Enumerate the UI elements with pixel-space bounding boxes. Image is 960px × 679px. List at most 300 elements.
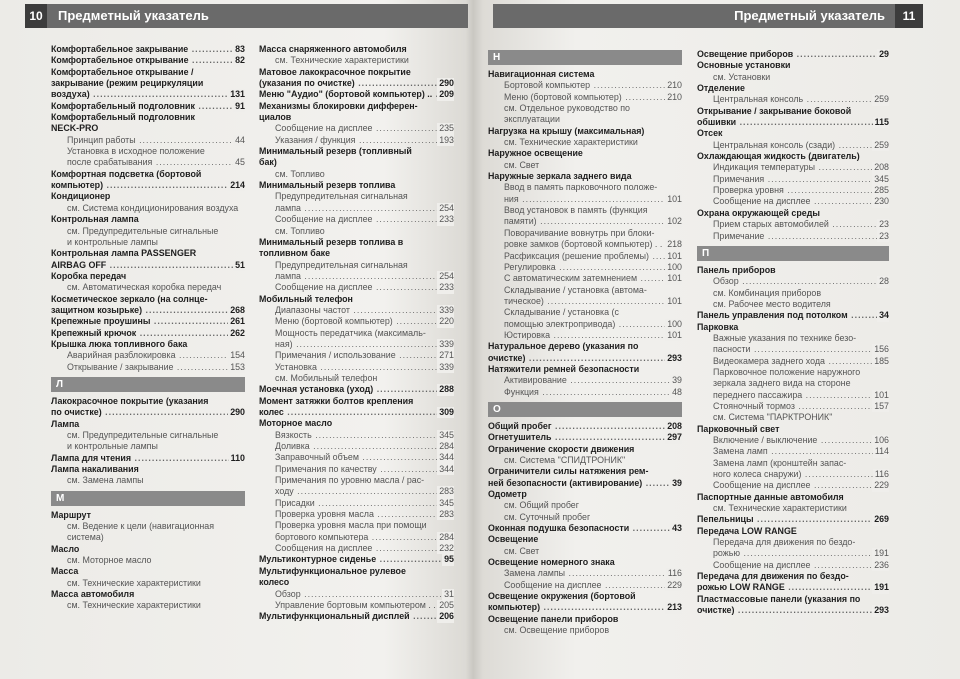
- index-entry: [51, 271, 245, 282]
- index-entry: [697, 196, 889, 207]
- entry-page-number: 210: [667, 91, 682, 102]
- left-page-title: Предметный указатель: [58, 8, 209, 23]
- entry-text: см. Свет: [504, 545, 540, 556]
- entry-text: Сообщение на дисплее .....: [504, 580, 682, 590]
- entry-page-number: 102: [667, 216, 682, 227]
- entry-text: Меню "Аудио" (бортовой компьютер) .. .....: [259, 89, 454, 99]
- index-entry: [488, 251, 682, 262]
- entry-page-number: 116: [874, 469, 889, 480]
- entry-text: С автоматическим затемнением .....: [504, 273, 682, 283]
- index-column-3: [488, 46, 682, 637]
- index-entry: [51, 521, 245, 532]
- index-entry: [259, 441, 454, 452]
- right-page-header: [493, 4, 923, 28]
- index-entry: [259, 384, 454, 395]
- entry-text: см. Топливо: [275, 168, 325, 179]
- index-entry: [697, 219, 889, 230]
- index-entry: [51, 362, 245, 373]
- index-entry: [259, 486, 454, 497]
- index-entry: [488, 523, 682, 534]
- entry-text: Минимальный резерв топлива: [259, 180, 396, 191]
- index-entry: [51, 316, 245, 327]
- entry-page-number: 283: [439, 509, 454, 520]
- entry-text: памяти) .....: [504, 216, 682, 226]
- entry-text: Лампа: [51, 418, 80, 429]
- entry-page-number: 91: [235, 100, 245, 111]
- index-entry: [697, 469, 889, 480]
- index-entry: [259, 396, 454, 407]
- entry-text: Комфортабельный подголовник .....: [51, 101, 245, 111]
- entry-text: Передача для движения по бездо-: [697, 571, 849, 582]
- index-entry: [488, 557, 682, 568]
- index-entry: [259, 101, 454, 112]
- entry-text: Масса: [51, 566, 79, 577]
- index-entry: [488, 602, 682, 613]
- entry-text: Моечная установка (уход) .....: [259, 384, 454, 394]
- entry-page-number: 29: [879, 49, 889, 59]
- index-entry: [697, 333, 889, 344]
- entry-page-number: 39: [672, 477, 682, 488]
- index-entry: [697, 94, 889, 105]
- entry-text: компьютер) .....: [51, 180, 245, 190]
- entry-text: см. Замена лампы: [67, 475, 144, 486]
- entry-text: Масса автомобиля: [51, 589, 135, 600]
- entry-page-number: 285: [874, 185, 889, 196]
- entry-page-number: 271: [439, 350, 454, 361]
- entry-page-number: 101: [874, 389, 889, 400]
- entry-page-number: 236: [874, 559, 889, 570]
- index-entry: [259, 146, 454, 157]
- index-entry: [51, 203, 245, 214]
- entry-page-number: 45: [235, 157, 245, 168]
- entry-page-number: 290: [230, 407, 245, 418]
- entry-text: см. Общий пробег: [504, 500, 579, 511]
- entry-text: рожью .....: [713, 548, 889, 558]
- entry-text: Диапазоны частот .....: [275, 305, 454, 315]
- entry-text: Основные установки: [697, 60, 791, 71]
- entry-text: Сообщение на дисплее .....: [275, 214, 454, 224]
- index-entry: [51, 169, 245, 180]
- index-entry: [488, 216, 682, 227]
- entry-text: Сообщение на дисплее .....: [275, 123, 454, 133]
- entry-text: Передача для движения по бездо-: [713, 537, 856, 548]
- entry-page-number: 206: [439, 611, 454, 622]
- index-entry: [51, 453, 245, 464]
- entry-text: Общий пробег .....: [488, 421, 682, 431]
- entry-text: Открывание / закрывание боковой: [697, 105, 852, 116]
- index-entry: [488, 228, 682, 239]
- entry-page-number: 191: [874, 548, 889, 559]
- left-page-number: 10: [25, 4, 47, 28]
- index-entry: [259, 316, 454, 327]
- entry-text: Масло: [51, 543, 80, 554]
- entry-text: после срабатывания .....: [67, 157, 245, 167]
- index-entry: [488, 262, 682, 273]
- entry-text: Наружные зеркала заднего вида: [488, 171, 632, 182]
- index-entry: [259, 464, 454, 475]
- index-entry: [488, 330, 682, 341]
- index-entry: [488, 80, 682, 91]
- entry-text: Примечания / использование .....: [275, 350, 454, 360]
- index-entry: [488, 239, 682, 250]
- index-entry: [259, 89, 454, 100]
- entry-text: Наружное освещение: [488, 148, 583, 159]
- entry-text: см. Суточный пробег: [504, 511, 591, 522]
- entry-text: Маршрут: [51, 509, 91, 520]
- index-entry: [259, 589, 454, 600]
- index-entry: [697, 140, 889, 151]
- entry-text: Комфортабельное открывание .....: [51, 55, 245, 65]
- index-entry: [51, 328, 245, 339]
- entry-page-number: 23: [879, 230, 889, 241]
- entry-text: см. Технические характеристики: [504, 137, 638, 148]
- index-entry: [488, 319, 682, 330]
- entry-text: Минимальный резерв топлива в: [259, 236, 404, 247]
- entry-text: Сообщения на дисплее .....: [275, 543, 454, 553]
- index-entry: [259, 611, 454, 622]
- entry-text: Юстировка .....: [504, 330, 682, 340]
- index-entry: [259, 44, 454, 55]
- entry-text: Управление бортовым компьютером . . .....: [275, 600, 454, 610]
- index-entry: [488, 353, 682, 364]
- entry-text: по очистке) .....: [51, 407, 245, 417]
- entry-text: Навигационная система: [488, 69, 595, 79]
- entry-page-number: 233: [439, 282, 454, 293]
- index-entry: [51, 226, 245, 237]
- entry-page-number: 82: [235, 55, 245, 66]
- entry-page-number: 208: [667, 420, 682, 431]
- entry-text: Кондиционер: [51, 191, 111, 202]
- index-entry: [259, 362, 454, 373]
- entry-page-number: 95: [444, 554, 454, 565]
- entry-page-number: 339: [439, 338, 454, 349]
- index-entry: [259, 532, 454, 543]
- index-entry: [488, 546, 682, 557]
- entry-page-number: 262: [230, 327, 245, 338]
- entry-text: см. Освещение приборов: [504, 625, 610, 636]
- entry-text: см. Технические характеристики: [713, 503, 847, 514]
- index-entry: [51, 532, 245, 543]
- index-entry: [51, 146, 245, 157]
- index-entry: [488, 466, 682, 477]
- index-entry: [259, 577, 454, 588]
- entry-page-number: 297: [667, 432, 682, 443]
- index-entry: [259, 430, 454, 441]
- index-entry: [51, 55, 245, 66]
- index-entry: [697, 106, 889, 117]
- entry-page-number: 232: [439, 543, 454, 554]
- index-entry: [259, 520, 454, 531]
- entry-text: воздуха) .....: [51, 89, 245, 99]
- entry-text: Охрана окружающей среды: [697, 207, 820, 218]
- entry-text: Панель приборов: [697, 264, 776, 275]
- entry-text: Парковка: [697, 321, 739, 332]
- entry-page-number: 153: [230, 361, 245, 372]
- entry-text: Расфиксация (решение проблемы) .....: [504, 251, 682, 261]
- entry-text: Момент затяжки болтов крепления: [259, 395, 414, 406]
- index-entry: [488, 92, 682, 103]
- entry-text: Матовое лакокрасочное покрытие: [259, 66, 411, 77]
- entry-page-number: 48: [672, 386, 682, 397]
- index-entry: [488, 160, 682, 171]
- index-entry: [259, 78, 454, 89]
- entry-page-number: 101: [667, 295, 682, 306]
- index-column-2: [259, 44, 454, 623]
- entry-text: Мультифункциональное рулевое: [259, 565, 406, 576]
- index-entry: [697, 571, 889, 582]
- entry-text: Сообщение на дисплее .....: [713, 560, 889, 570]
- entry-text: Ввод установок в память (функция: [504, 205, 648, 216]
- entry-text: Лампа для чтения .....: [51, 453, 245, 463]
- entry-text: Ограничение скорости движения: [488, 443, 635, 454]
- index-entry: [51, 214, 245, 225]
- index-entry: [259, 260, 454, 271]
- entry-text: Заправочный объем .....: [275, 452, 454, 462]
- entry-text: Вязкость .....: [275, 430, 454, 440]
- entry-text: Отсек: [697, 128, 723, 139]
- index-entry: [259, 203, 454, 214]
- entry-text: очистке) .....: [697, 605, 889, 615]
- entry-text: Предупредительная сигнальная: [275, 191, 408, 202]
- entry-page-number: 284: [439, 441, 454, 452]
- entry-text: Пластмассовые панели (указания по: [697, 593, 861, 604]
- entry-page-number: 284: [439, 531, 454, 542]
- entry-text: Оконная подушка безопасности .....: [488, 523, 682, 533]
- index-entry: [697, 288, 889, 299]
- index-entry: [259, 180, 454, 191]
- index-entry: [259, 554, 454, 565]
- index-entry: [697, 514, 889, 525]
- index-entry: [697, 128, 889, 139]
- entry-text: NECK-PRO: [51, 123, 99, 134]
- entry-page-number: 339: [439, 361, 454, 372]
- entry-page-number: 254: [439, 270, 454, 281]
- entry-page-number: 229: [667, 579, 682, 590]
- index-entry: [697, 367, 889, 378]
- right-page-title: Предметный указатель: [734, 8, 885, 23]
- index-entry: [51, 578, 245, 589]
- entry-page-number: 230: [874, 196, 889, 207]
- index-entry: [697, 446, 889, 457]
- entry-text: см. Технические характеристики: [67, 577, 201, 588]
- entry-text: Меню (бортовой компьютер) .....: [275, 316, 454, 326]
- entry-text: Функция .....: [504, 387, 682, 397]
- index-entry: [51, 441, 245, 452]
- entry-text: Включение / выключение .....: [713, 435, 889, 445]
- entry-text: Освещение окружения (бортовой: [488, 591, 636, 602]
- entry-text: Складывание / установка (автома-: [504, 284, 647, 295]
- index-entry: [697, 83, 889, 94]
- entry-text: Сообщение на дисплее .....: [275, 282, 454, 292]
- index-entry: [697, 151, 889, 162]
- index-entry: [259, 157, 454, 168]
- entry-page-number: 344: [439, 452, 454, 463]
- entry-page-number: 131: [230, 89, 245, 100]
- index-entry: [51, 396, 245, 407]
- entry-page-number: 261: [230, 316, 245, 327]
- index-entry: [51, 260, 245, 271]
- index-entry: [488, 137, 682, 148]
- entry-text: Примечания по уровню масла / рас-: [275, 475, 425, 486]
- entry-text: Важные указания по технике безо-: [713, 332, 857, 343]
- index-entry: [697, 560, 889, 571]
- index-entry: [697, 412, 889, 423]
- entry-page-number: 154: [230, 350, 245, 361]
- index-entry: [697, 594, 889, 605]
- index-entry: [697, 424, 889, 435]
- section-letter-header: Л: [51, 377, 245, 392]
- index-entry: [697, 503, 889, 514]
- entry-text: помощью электропривода) .....: [504, 319, 682, 329]
- index-entry: [51, 67, 245, 78]
- index-entry: [488, 285, 682, 296]
- index-entry: [259, 214, 454, 225]
- entry-text: Охлаждающая жидкость (двигатель): [697, 151, 860, 162]
- entry-text: Нагрузка на крышу (максимальная): [488, 125, 645, 136]
- entry-page-number: 339: [439, 304, 454, 315]
- entry-page-number: 233: [439, 214, 454, 225]
- entry-text: Индикация температуры .....: [713, 162, 889, 172]
- index-entry: [488, 103, 682, 114]
- entry-text: Коробка передач: [51, 270, 127, 281]
- entry-text: Сообщение на дисплее .....: [713, 480, 889, 490]
- index-entry: [259, 191, 454, 202]
- entry-text: колес .....: [259, 407, 454, 417]
- entry-text: и контрольные лампы: [67, 236, 158, 247]
- index-entry: [259, 282, 454, 293]
- index-entry: [488, 296, 682, 307]
- left-page-header: [25, 4, 468, 28]
- entry-text: пасности .....: [713, 344, 889, 354]
- entry-text: см. Предупредительные сигнальные: [67, 225, 219, 236]
- entry-text: см. Технические характеристики: [275, 55, 409, 66]
- entry-page-number: 293: [874, 605, 889, 616]
- index-entry: [488, 489, 682, 500]
- index-entry: [488, 591, 682, 602]
- entry-text: Бортовой компьютер .....: [504, 80, 682, 90]
- entry-text: см. Моторное масло: [67, 555, 152, 566]
- entry-text: топливном баке: [259, 248, 331, 259]
- index-entry: [488, 194, 682, 205]
- entry-page-number: 283: [439, 486, 454, 497]
- entry-text: Центральная консоль (сзади) .....: [713, 140, 889, 150]
- index-entry: [488, 500, 682, 511]
- entry-text: Меню (бортовой компьютер) .....: [504, 92, 682, 102]
- entry-text: Натуральное дерево (указания по: [488, 341, 639, 352]
- entry-text: Видеокамера заднего хода .....: [713, 356, 889, 366]
- index-entry: [51, 294, 245, 305]
- entry-page-number: 208: [874, 162, 889, 173]
- index-entry: [259, 328, 454, 339]
- entry-text: Мощность передатчика (максималь-: [275, 327, 426, 338]
- index-entry: [488, 455, 682, 466]
- entry-text: Мобильный телефон: [259, 293, 353, 304]
- index-entry: [51, 600, 245, 611]
- entry-page-number: 290: [439, 78, 454, 89]
- index-entry: [51, 157, 245, 168]
- index-entry: [51, 191, 245, 202]
- entry-text: Проверка уровня масла .....: [275, 509, 454, 519]
- entry-text: Комфортабельное закрывание .....: [51, 44, 245, 54]
- index-entry: [51, 89, 245, 100]
- entry-text: ровке замков (бортовой компьютер) . . .....: [504, 239, 682, 249]
- entry-page-number: 101: [667, 193, 682, 204]
- index-entry: [51, 510, 245, 521]
- entry-text: AIRBAG OFF .....: [51, 260, 245, 270]
- entry-page-number: 116: [667, 568, 682, 579]
- entry-text: Лампа накаливания: [51, 464, 139, 475]
- index-entry: [697, 117, 889, 128]
- index-entry: [488, 421, 682, 432]
- entry-page-number: 28: [879, 276, 889, 287]
- index-entry: [488, 69, 682, 80]
- entry-page-number: 268: [230, 304, 245, 315]
- index-entry: [51, 248, 245, 259]
- entry-text: ней безопасности (активирование) .....: [488, 478, 682, 488]
- index-entry: [51, 407, 245, 418]
- entry-text: Аварийная разблокировка .....: [67, 350, 245, 360]
- entry-page-number: 51: [235, 259, 245, 270]
- entry-text: Предупредительная сигнальная: [275, 259, 408, 270]
- index-entry: [488, 625, 682, 636]
- index-entry: [488, 273, 682, 284]
- entry-page-number: 83: [235, 44, 245, 54]
- index-entry: [697, 310, 889, 321]
- index-entry: [51, 180, 245, 191]
- index-column-1: [51, 44, 245, 612]
- entry-text: Прием старых автомобилей .....: [713, 219, 889, 229]
- entry-page-number: 31: [444, 588, 454, 599]
- entry-text: переднего пассажира .....: [713, 390, 889, 400]
- index-entry: [259, 294, 454, 305]
- index-entry: [697, 162, 889, 173]
- entry-page-number: 39: [672, 375, 682, 386]
- index-entry: [488, 580, 682, 591]
- section-letter-header: М: [51, 491, 245, 506]
- index-entry: [51, 475, 245, 486]
- entry-text: (указания по очистке) .....: [259, 78, 454, 88]
- index-entry: [697, 174, 889, 185]
- entry-text: Крышка люка топливного бака: [51, 338, 188, 349]
- entry-page-number: 235: [439, 123, 454, 134]
- entry-text: см. Свет: [504, 159, 540, 170]
- index-entry: [697, 526, 889, 537]
- entry-text: Парковочный свет: [697, 423, 780, 434]
- index-entry: [488, 205, 682, 216]
- entry-page-number: 106: [874, 435, 889, 445]
- entry-text: Механизмы блокировки дифферен-: [259, 100, 418, 111]
- entry-page-number: 213: [667, 602, 682, 613]
- index-entry: [488, 614, 682, 625]
- index-entry: [697, 378, 889, 389]
- entry-text: ная) .....: [275, 339, 454, 349]
- entry-text: Передача LOW RANGE: [697, 525, 797, 536]
- entry-text: Установка в исходное положение: [67, 146, 205, 157]
- index-entry: [259, 543, 454, 554]
- index-entry: [488, 341, 682, 352]
- entry-text: бортового компьютера .....: [275, 532, 454, 542]
- entry-page-number: 115: [874, 117, 889, 128]
- index-entry: [51, 544, 245, 555]
- entry-text: Крепежный крючок .....: [51, 328, 245, 338]
- index-entry: [488, 432, 682, 443]
- right-page-number: 11: [895, 4, 923, 28]
- entry-text: Комфортабельный подголовник: [51, 112, 195, 123]
- entry-text: см. Мобильный телефон: [275, 372, 378, 383]
- entry-page-number: 269: [874, 514, 889, 525]
- index-entry: [259, 350, 454, 361]
- index-entry: [488, 375, 682, 386]
